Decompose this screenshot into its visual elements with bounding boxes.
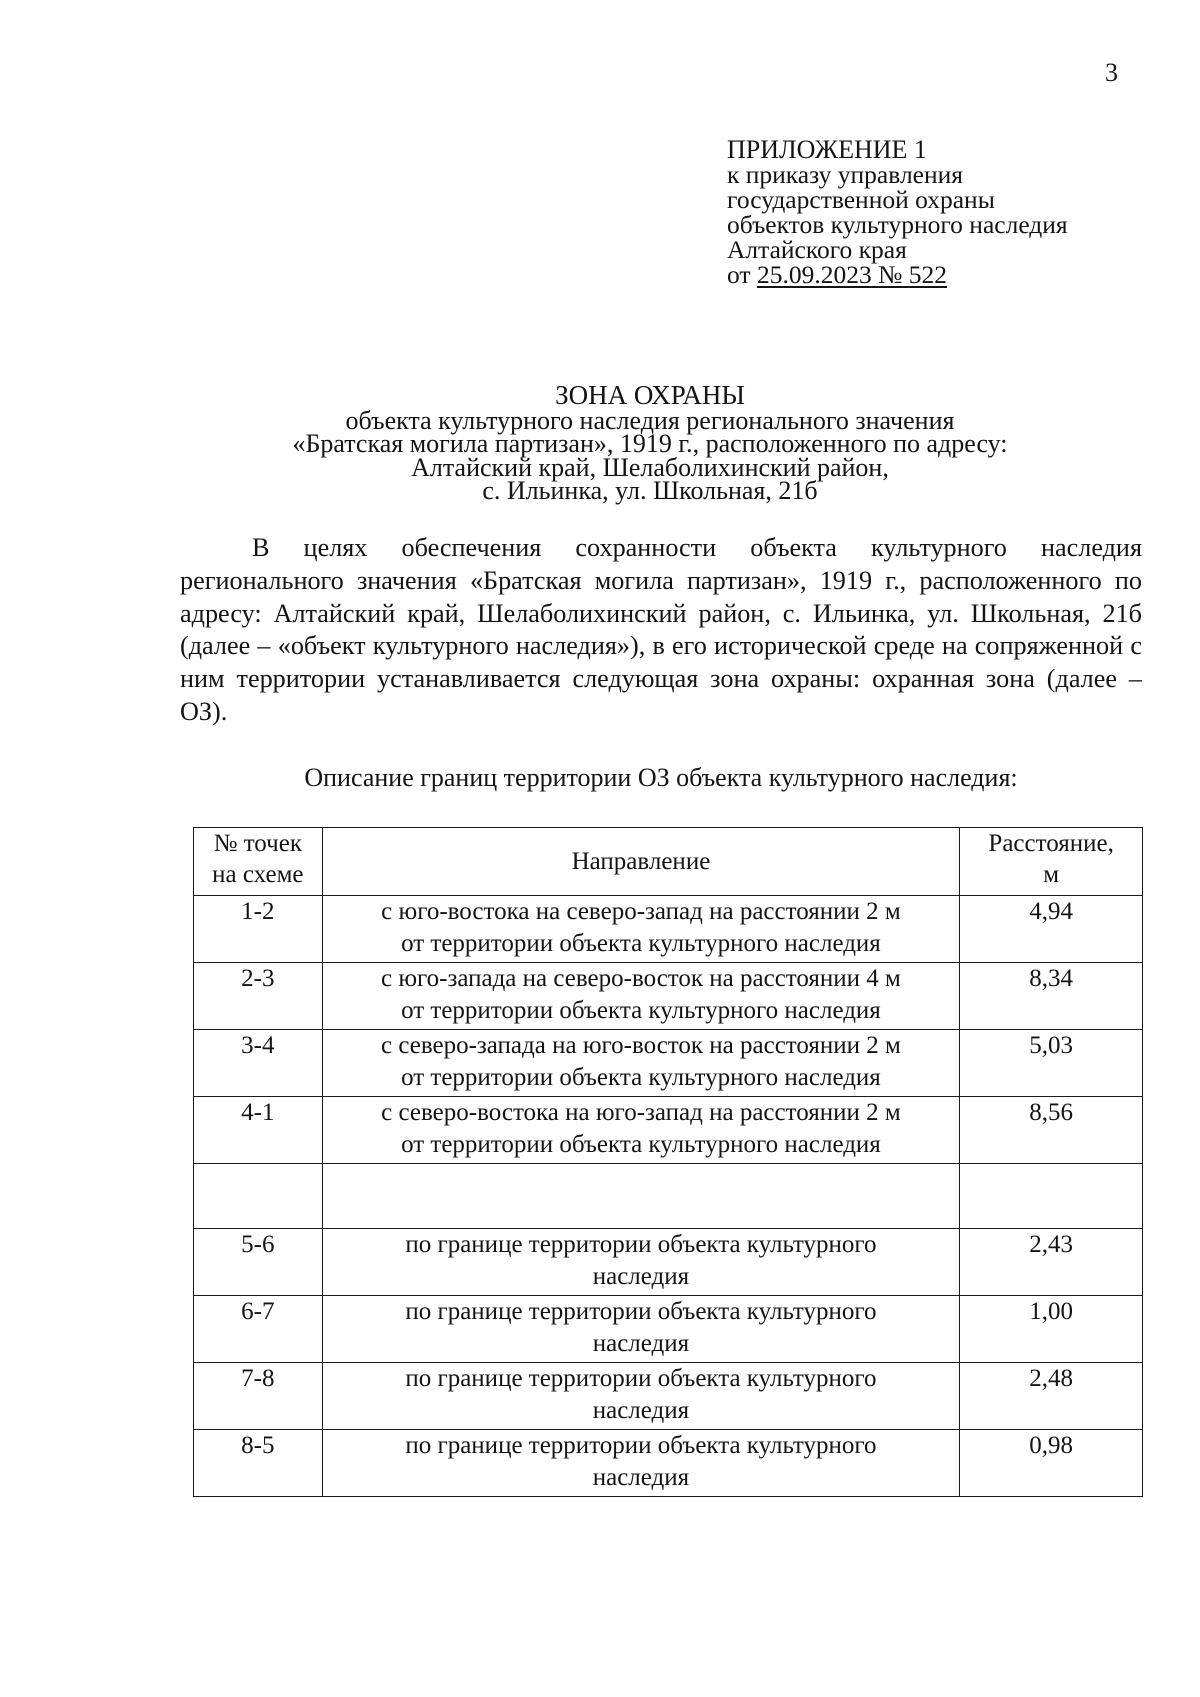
direction-line: по границе территории объекта культурного bbox=[405, 1365, 877, 1392]
appendix-block bbox=[727, 137, 1068, 287]
direction-line: по границе территории объекта культурного bbox=[405, 1298, 877, 1325]
header-points-line: № точек bbox=[213, 830, 302, 857]
title-main: ЗОНА ОХРАНЫ bbox=[555, 380, 745, 410]
cell-distance: 0,98 bbox=[960, 1430, 1143, 1497]
title-line: объекта культурного наследия регионального значения bbox=[345, 405, 955, 435]
direction-line: с юго-востока на северо-запад на расстоянии 2 м bbox=[381, 898, 901, 925]
appendix-line: к приказу управления bbox=[727, 160, 964, 189]
cell-distance: 2,48 bbox=[960, 1363, 1143, 1430]
cell-direction bbox=[322, 1097, 960, 1164]
cell-distance: 1,00 bbox=[960, 1296, 1143, 1363]
cell-points: 5-6 bbox=[194, 1229, 323, 1296]
header-distance bbox=[960, 828, 1143, 896]
appendix-heading: ПРИЛОЖЕНИЕ 1 bbox=[727, 135, 927, 164]
direction-line: с юго-запада на северо-восток на расстоянии 4 м bbox=[380, 965, 901, 992]
table-row bbox=[194, 1030, 1143, 1097]
title-line: «Братская могила партизан», 1919 г., расположенного по адресу: bbox=[292, 429, 1008, 458]
cell-points: 4-1 bbox=[194, 1097, 323, 1164]
appendix-line: объектов культурного наследия bbox=[727, 210, 1068, 239]
table-caption: Описание границ территории ОЗ объекта культурного наследия: bbox=[304, 763, 1018, 792]
order-number: 522 bbox=[908, 260, 948, 289]
cell-distance: 4,94 bbox=[960, 896, 1143, 963]
cell-points: 7-8 bbox=[194, 1363, 323, 1430]
direction-line: наследия bbox=[592, 1464, 690, 1491]
direction-line: с северо-востока на юго-запад на расстоянии 2 м bbox=[381, 1099, 901, 1126]
table-row-empty bbox=[194, 1164, 1143, 1229]
direction-line: от территории объекта культурного наследия bbox=[401, 997, 881, 1024]
date-prefix: от bbox=[727, 260, 751, 289]
cell-direction bbox=[322, 1363, 960, 1430]
cell-direction bbox=[322, 1164, 960, 1229]
cell-distance bbox=[960, 1164, 1143, 1229]
cell-points: 3-4 bbox=[194, 1030, 323, 1097]
direction-line: с северо-запада на юго-восток на расстоянии 2 м bbox=[380, 1032, 901, 1059]
cell-points: 2-3 bbox=[194, 963, 323, 1030]
table-row bbox=[194, 1229, 1143, 1296]
header-distance-line: м bbox=[1043, 861, 1060, 888]
cell-points bbox=[194, 1164, 323, 1229]
direction-line: наследия bbox=[592, 1397, 690, 1424]
table-row bbox=[194, 1097, 1143, 1164]
header-points bbox=[194, 828, 323, 896]
header-distance-line: Расстояние, bbox=[988, 830, 1114, 857]
direction-line: от территории объекта культурного наследия bbox=[401, 1131, 881, 1158]
cell-direction bbox=[322, 1430, 960, 1497]
cell-points: 8-5 bbox=[194, 1430, 323, 1497]
direction-line: наследия bbox=[592, 1330, 690, 1357]
cell-direction bbox=[322, 896, 960, 963]
boundary-table bbox=[193, 827, 1143, 1497]
cell-points: 6-7 bbox=[194, 1296, 323, 1363]
cell-distance: 8,56 bbox=[960, 1097, 1143, 1164]
table-row bbox=[194, 1430, 1143, 1497]
intro-paragraph bbox=[180, 532, 1142, 729]
cell-points: 1-2 bbox=[194, 896, 323, 963]
cell-distance: 5,03 bbox=[960, 1030, 1143, 1097]
table-row bbox=[194, 963, 1143, 1030]
direction-line: от территории объекта культурного наследия bbox=[401, 1064, 881, 1091]
cell-direction bbox=[322, 1229, 960, 1296]
direction-line: по границе территории объекта культурного bbox=[405, 1231, 877, 1258]
direction-line: по границе территории объекта культурного bbox=[405, 1432, 877, 1459]
appendix-line: Алтайского края bbox=[727, 235, 907, 264]
table-header-row bbox=[194, 828, 1143, 896]
title-line: с. Ильинка, ул. Школьная, 21б bbox=[482, 476, 818, 505]
number-sign: № bbox=[878, 260, 903, 289]
header-direction: Направление bbox=[322, 828, 960, 896]
cell-distance: 2,43 bbox=[960, 1229, 1143, 1296]
table-row bbox=[194, 896, 1143, 963]
appendix-line: государственной охраны bbox=[727, 185, 995, 214]
cell-distance: 8,34 bbox=[960, 963, 1143, 1030]
order-date: 25.09.2023 bbox=[756, 260, 872, 289]
document-title bbox=[180, 380, 1120, 505]
table-row bbox=[194, 1363, 1143, 1430]
header-points-line: на схеме bbox=[212, 861, 304, 888]
cell-direction bbox=[322, 1030, 960, 1097]
cell-direction bbox=[322, 1296, 960, 1363]
direction-line: от территории объекта культурного наследия bbox=[401, 930, 881, 957]
page-number: 3 bbox=[1105, 58, 1118, 87]
order-number-group bbox=[872, 260, 947, 289]
table-row bbox=[194, 1296, 1143, 1363]
direction-line: наследия bbox=[592, 1263, 690, 1290]
cell-direction bbox=[322, 963, 960, 1030]
intro-text: В целях обеспечения сохранности объекта культурного наследия регионального значения «Братская могила партизан», 1919 г., расположенного по адресу: Алтайский край, Шелаболихинский район, с. Ильинка, ул. Школьная, 21б (далее – «объект культурного наследия»), в его исторической среде на сопряженной с ним территории устанавливается следующая зона охраны: охранная зона (далее – ОЗ). bbox=[180, 533, 1142, 726]
title-line: Алтайский край, Шелаболихинский район, bbox=[411, 452, 889, 482]
appendix-date-line bbox=[727, 262, 1068, 287]
